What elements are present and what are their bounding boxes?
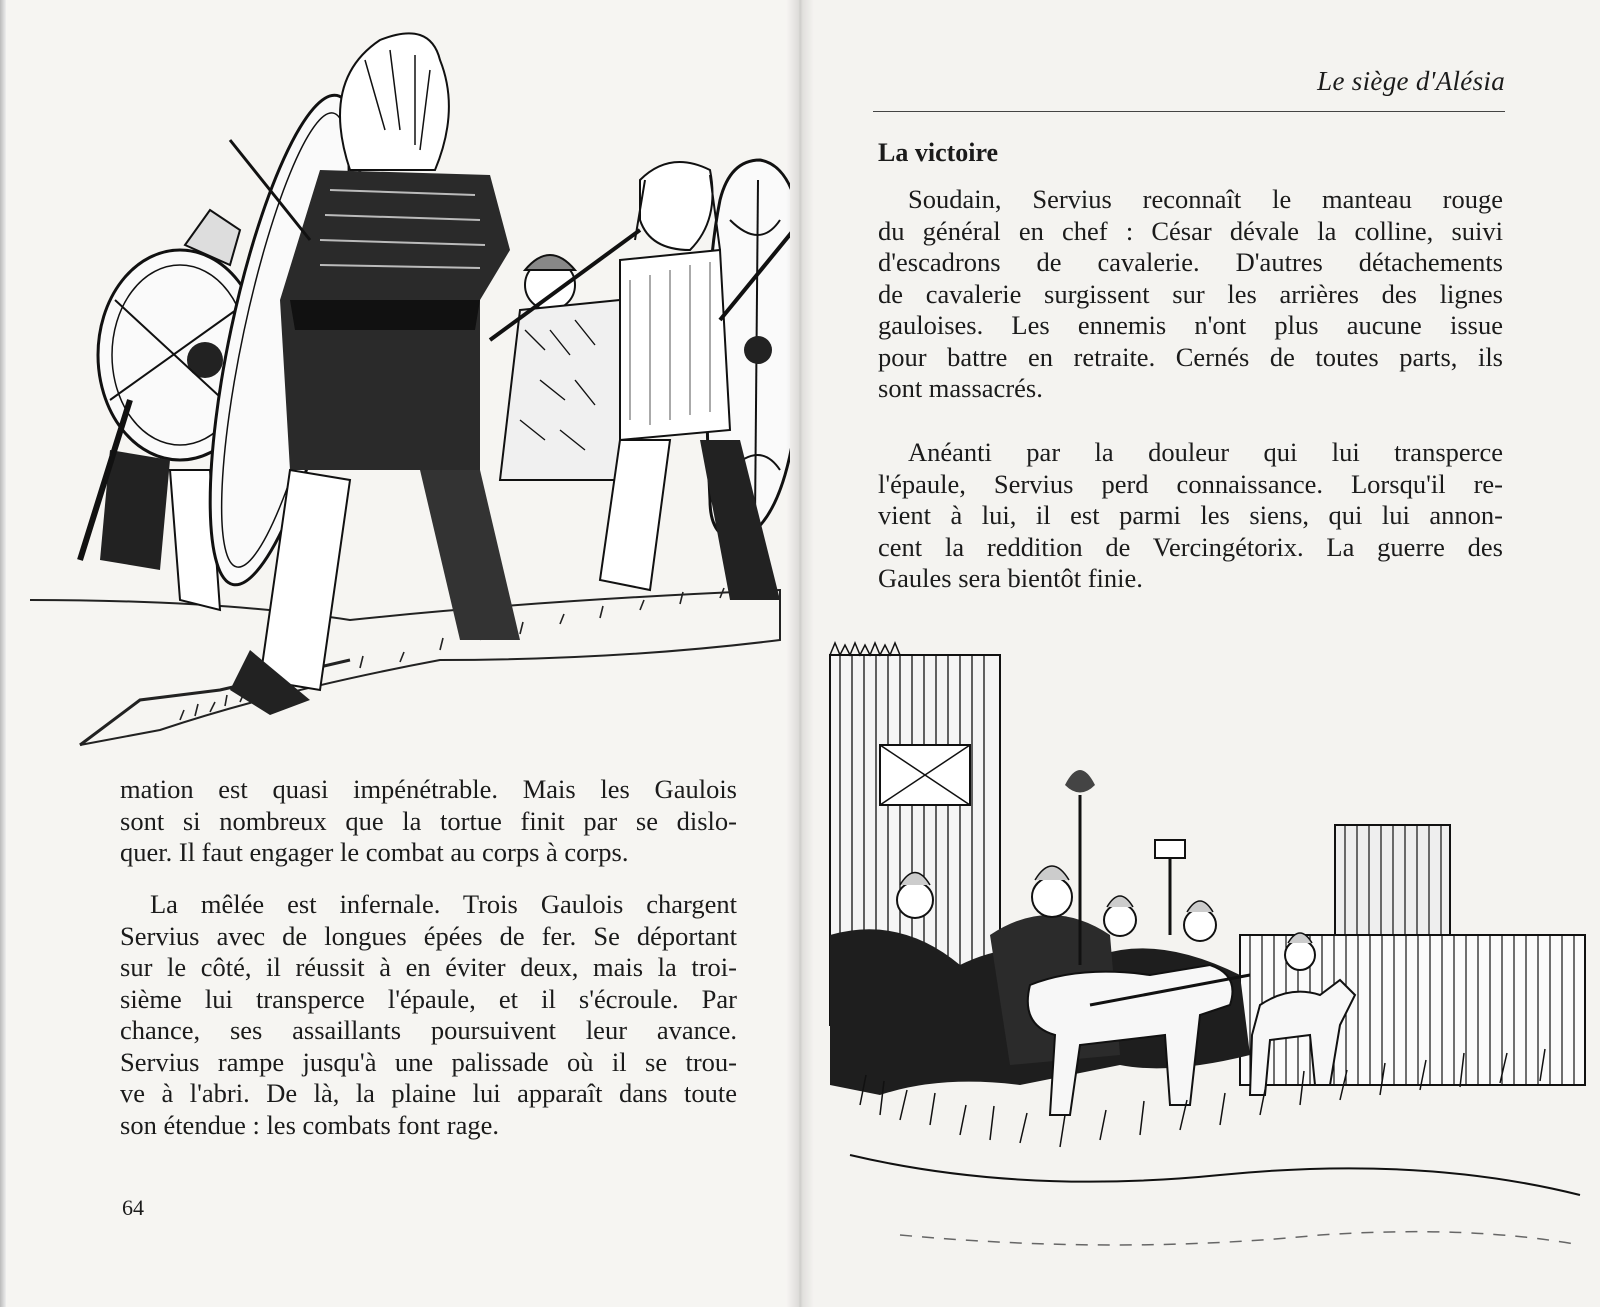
text-line: cent la reddition de Vercingétorix. La guerre des xyxy=(878,531,1503,562)
text-line: de cavalerie surgissent sur les arrières des lignes xyxy=(878,278,1503,309)
left-paragraph-2 xyxy=(120,889,737,1141)
text-line: sont massacrés. xyxy=(878,373,1043,403)
text-line: La mêlée est infernale. Trois Gaulois chargent xyxy=(150,889,737,919)
roman-cavalry-palisade-illustration xyxy=(820,635,1595,1305)
text-line: vient à lui, il est parmi les siens, qui lui annon- xyxy=(878,500,1503,530)
book-spine xyxy=(786,0,814,1307)
text-line: son étendue : les combats font rage. xyxy=(120,1109,499,1140)
text-line: Servius rampe jusqu'à une palissade où il se trou- xyxy=(120,1046,737,1077)
text-line: sont si nombreux que la tortue finit par se dislo- xyxy=(120,805,737,836)
text-line: l'épaule, Servius perd connaissance. Lorsqu'il re- xyxy=(878,468,1503,499)
text-line: gauloises. Les ennemis n'ont plus aucune issue xyxy=(878,310,1503,340)
text-line: quer. Il faut engager le combat au corps à corps. xyxy=(120,837,629,867)
text-line: du général en chef : César dévale la colline, suivi xyxy=(878,215,1503,246)
text-line: Gaules sera bientôt finie. xyxy=(878,563,1143,593)
text-line: Servius avec de longues épées de fer. Se déportant xyxy=(120,920,737,951)
text-line: pour battre en retraite. Cernés de toutes parts, ils xyxy=(878,341,1503,372)
text-line: ve à l'abri. De là, la plaine lui apparaît dans toute xyxy=(120,1078,737,1108)
text-line: d'escadrons de cavalerie. D'autres détachements xyxy=(878,247,1503,277)
scan-edge xyxy=(0,0,6,1307)
left-paragraph-1 xyxy=(120,774,737,869)
running-head: Le siège d'Alésia xyxy=(1317,66,1505,96)
gaulish-warriors-battle-illustration xyxy=(20,0,790,760)
right-paragraph-1 xyxy=(878,184,1503,405)
section-title: La victoire xyxy=(878,138,999,167)
text-line: sième lui transperce l'épaule, et il s'écroule. Par xyxy=(120,983,737,1014)
text-line: sur le côté, il réussit à en éviter deux, mais la troi- xyxy=(120,952,737,982)
page-number: 64 xyxy=(122,1195,144,1220)
right-paragraph-2 xyxy=(878,437,1503,595)
text-line: Anéanti par la douleur qui lui transperce xyxy=(908,437,1503,467)
header-rule xyxy=(873,111,1505,112)
text-line: mation est quasi impénétrable. Mais les Gaulois xyxy=(120,774,737,804)
text-line: Soudain, Servius reconnaît le manteau rouge xyxy=(908,184,1503,214)
text-line: chance, ses assaillants poursuivent leur avance. xyxy=(120,1015,737,1045)
